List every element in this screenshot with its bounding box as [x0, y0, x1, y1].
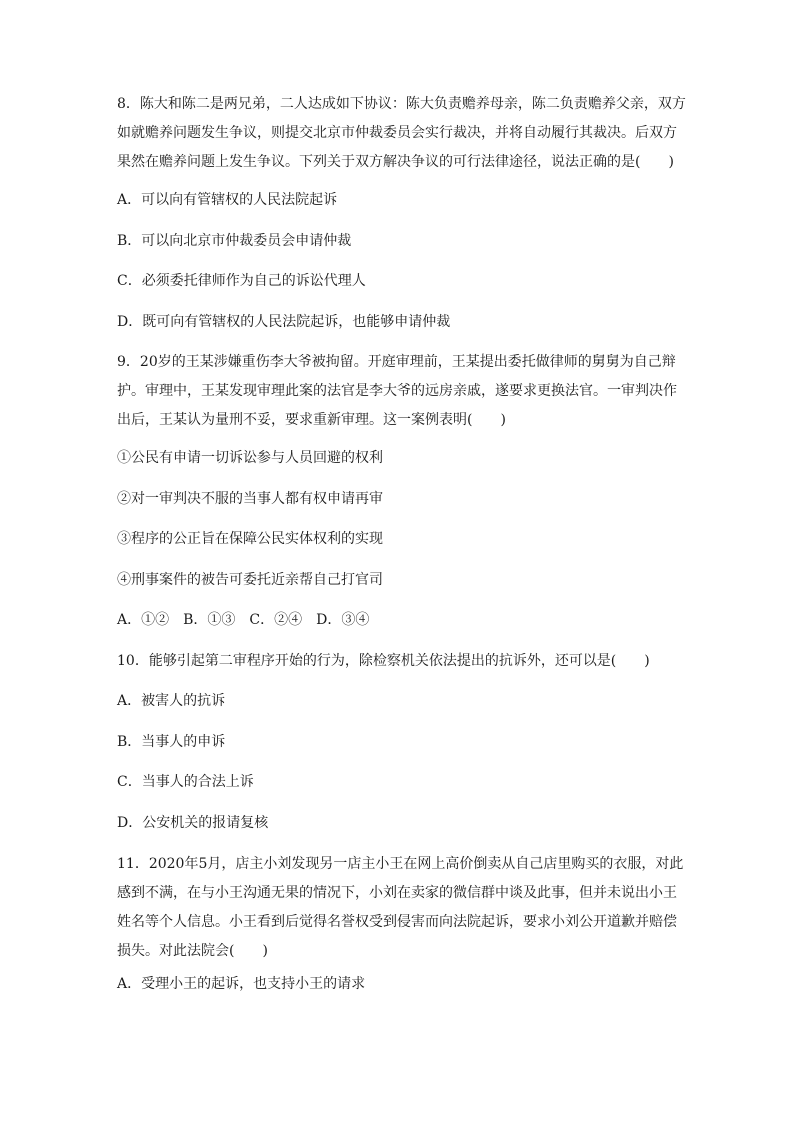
- stem-line: 11．2020年5月，店主小刘发现另一店主小王在网上高价倒卖从自己店里购买的衣服，对此: [117, 856, 684, 872]
- stem-line: 损失。对此法院会( ): [117, 943, 268, 959]
- question-8-option-d: [117, 308, 677, 337]
- option-text: C．必须委托律师作为自己的诉讼代理人: [117, 273, 366, 289]
- option-text: A．①② B．①③ C．②④ D．③④: [117, 612, 370, 628]
- stem-line: 果然在赡养问题上发生争议。下列关于双方解决争议的可行法律途径，说法正确的是( ): [117, 154, 674, 170]
- statement-text: ①公民有申请一切诉讼参与人员回避的权利: [117, 450, 383, 466]
- option-text: A．可以向有管辖权的人民法院起诉: [117, 192, 338, 208]
- stem-line: 8．陈大和陈二是两兄弟，二人达成如下协议：陈大负责赡养母亲，陈二负责赡养父亲，双方: [117, 96, 686, 112]
- question-9-statement-3: [117, 525, 677, 554]
- stem-line: 出后，王某认为量刑不妥，要求重新审理。这一案例表明( ): [117, 412, 506, 428]
- question-10-option-b: [117, 728, 677, 757]
- stem-line: 护。审理中，王某发现审理此案的法官是李大爷的远房亲戚，遂要求更换法官。一审判决作: [117, 383, 677, 399]
- option-text: A．被害人的抗诉: [117, 693, 226, 709]
- question-10-option-d: [117, 809, 677, 838]
- option-text: B．可以向北京市仲裁委员会申请仲裁: [117, 233, 352, 249]
- option-text: B．当事人的申诉: [117, 734, 226, 750]
- question-10-option-a: [117, 687, 677, 716]
- stem-line: 9．20岁的王某涉嫌重伤李大爷被拘留。开庭审理前，王某提出委托做律师的舅舅为自己辩: [117, 354, 676, 370]
- question-8-option-b: [117, 227, 677, 256]
- question-9-statement-4: [117, 566, 677, 595]
- stem-line: 感到不满，在与小王沟通无果的情况下，小刘在卖家的微信群中谈及此事，但并未说出小王: [117, 885, 677, 901]
- question-9-stem: [117, 348, 677, 435]
- statement-text: ②对一审判决不服的当事人都有权申请再审: [117, 491, 383, 507]
- statement-text: ③程序的公正旨在保障公民实体权利的实现: [117, 531, 383, 547]
- option-text: D．既可向有管辖权的人民法院起诉，也能够申请仲裁: [117, 314, 451, 330]
- question-8-option-a: [117, 186, 677, 215]
- question-10-stem: [117, 647, 677, 676]
- stem-line: 10．能够引起第二审程序开始的行为，除检察机关依法提出的抗诉外，还可以是( ): [117, 653, 650, 669]
- question-11-stem: [117, 850, 684, 966]
- question-9-statement-1: [117, 444, 677, 473]
- question-10-option-c: [117, 768, 677, 797]
- question-8-stem: [117, 90, 686, 177]
- question-8-option-c: [117, 267, 677, 296]
- question-11-option-a: [117, 970, 677, 999]
- question-9-statement-2: [117, 485, 677, 514]
- option-text: C．当事人的合法上诉: [117, 774, 254, 790]
- option-text: A．受理小王的起诉，也支持小王的请求: [117, 976, 366, 992]
- question-9-options: [117, 606, 677, 635]
- option-text: D．公安机关的报请复核: [117, 815, 269, 831]
- statement-text: ④刑事案件的被告可委托近亲帮自己打官司: [117, 572, 383, 588]
- stem-line: 姓名等个人信息。小王看到后觉得名誉权受到侵害而向法院起诉，要求小刘公开道歉并赔偿: [117, 914, 677, 930]
- stem-line: 如就赡养问题发生争议，则提交北京市仲裁委员会实行裁决，并将自动履行其裁决。后双方: [117, 125, 677, 141]
